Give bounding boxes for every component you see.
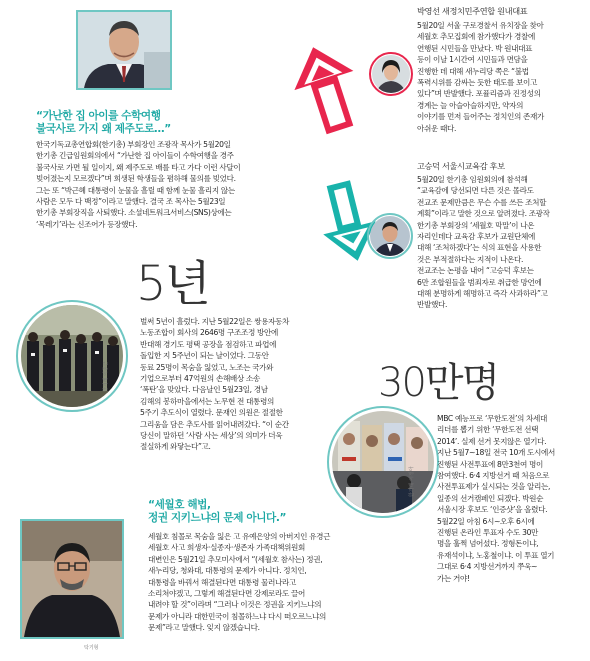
section6-body: MBC 예능프로 ‘무한도전’의 차세대 리더를 뽑기 위한 ‘무한도전 선택 2014’. 실제 선거 못지않은 열기다. 지난 5월7~18일 전국 10개 도시에서 진행된 사전투표에 8만3천여 명이 참여했다. 6·4 지방선거 때 처음으로 사전투표제가 실시되는 것을 알리는, 일종의 선거캠페인 되겠다. 박원순 서울시장 후보도 ‘인증샷’을 올렸다. 5월22일 아침 6시~오후 6시에 진행된 온라인 투표자 수도 30만 명을 훌쩍 넘어섰다. 정형돈이냐, 유재석이냐, 노홍철이냐. 이 투표 열기 그대로 6·4 지방선거까지 쭈욱~ 가는 거야! xyxy=(437,414,555,583)
park-portrait-illustration xyxy=(372,55,410,93)
section1-quote: “가난한 집 아이를 수학여행 불국사로 가지 왜 제주도로…” xyxy=(36,110,171,135)
ko-seung-duk-photo xyxy=(370,216,410,256)
yoo-kyung-geun-photo xyxy=(20,519,124,639)
voting-event-photo xyxy=(332,411,434,513)
section2-body: 벌써 5년이 흘렀다. 지난 5월22일은 쌍용자동차 노동조합이 회사의 2646명 구조조정 방안에 반대해 경기도 평택 공장을 점검하고 파업에 돌입한 지 5주년이 되는 날이었다. 그동안 동료 25명이 목숨을 잃었고, 노조는 국가와 기업으로부터 47억원의 손해배상 소송 ‘폭탄’을 맞았다. 다음날인 5월23일, 경남 김해의 봉하마을에서는 노무현 전 대통령의 5주기 추도식이 열렸다. 문재인 의원은 절절한 그리움을 담은 추도사를 읽어내려갔다. “이 순간 당신이 말하던 ‘사람 사는 세상’의 의미가 더욱 절실하게 와닿는다”고. xyxy=(140,317,290,452)
up-arrow-icon xyxy=(292,40,362,140)
section4-body: 5월20일 서울 구로경찰서 유치장을 찾아 세월호 추모집회에 참가했다가 경찰에 연행된 시민들을 만났다. 박 원내대표 등이 이날 1시간여 시민들과 면담을 진행한 데 대해 새누리당 쪽은 “불법 폭력시위를 감싸는 듯한 태도를 보이고 있다”며 반발했다. 포퓰리즘과 진정성의 경계는 늘 아슬아슬하지만, 약자의 이야기를 먼저 들어주는 정치인의 존재가 아쉬운 때다. xyxy=(417,21,545,133)
pastor-illustration xyxy=(78,12,170,88)
voting-photo-caption: 한겨레 이정아 xyxy=(409,466,415,497)
big-number-300k: 30만명 xyxy=(378,360,499,406)
section1-body: 한국기독교총연합회(한기총) 부회장인 조광작 목사가 5월20일 한기총 긴급임원회의에서 “가난한 집 아이들이 수학여행을 경주 불국사로 가면 될 일이지, 왜 제주도로 배를 타고 가다 이런 사달이 빚어졌는지 모르겠다”며 희생된 학생들을 폄하해 물의를 빚었다. 그는 또 “박근혜 대통령이 눈물을 흘릴 때 함께 눈물 흘리지 않는 사람은 모두 다 백정”이라고 말했다. 결국 조 목사는 5월23일 한기총 부회장직을 사퇴했다. 소셜네트워크서비스(SNS)상에는 ‘목레기’라는 신조어가 등장했다. xyxy=(36,140,241,229)
down-arrow-icon xyxy=(317,178,379,266)
pastor-photo xyxy=(76,10,172,90)
park-young-sun-photo xyxy=(372,55,410,93)
ko-portrait-illustration xyxy=(370,216,410,256)
memorial-photo-caption: 한겨레 이종근 xyxy=(103,361,109,392)
section3-quote: “세월호 해법, 정권 지키느냐의 문제 아니다.” xyxy=(148,499,287,524)
section4-heading: 박영선 새정치민주연합 원내대표 xyxy=(417,6,528,16)
spokesman-photo-caption: 탁기형 xyxy=(84,645,99,651)
section5-heading: 고승덕 서울시교육감 후보 xyxy=(417,161,505,171)
voting-event-illustration xyxy=(332,411,434,513)
big-number-5-years: 5년 xyxy=(136,256,209,312)
section3-body: 세월호 침몰로 목숨을 잃은 고 유예은양의 아버지인 유경근 세월호 사고 희생자·실종자·생존자 가족대책위원회 대변인은 5월21일 추모미사에서 “(세월호 참사는) 정권, 새누리당, 청와대, 대통령의 문제가 아니다. 정치인, 대통령을 바꿔서 해결된다면 대통령 물러나라고 소리쳐야겠고, 그렇게 해결된다면 강제로라도 끌어 내려야 할 것”이라며 “그러나 이것은 정권을 지키느냐의 문제가 아니라 대한민국이 침몰하느냐 다시 떠오르느냐의 문제”라고 말했다. 잊지 않겠습니다. xyxy=(148,532,331,633)
spokesman-illustration xyxy=(22,521,122,637)
section5-body: 5월20일 한기총 임원회의에 참석해 “교육감에 당선되면 다른 것은 몰라도 전교조 문제만큼은 무슨 수를 쓰든 조처할 계획”이라고 말한 것으로 알려졌다. 조광작 한기총 부회장의 ‘세월호 막말’이 나온 자리인데다 교육감 후보가 교원단체에 대해 ‘조처하겠다’는 식의 표현을 사용한 것은 부적절하다는 지적이 나온다. 전교조는 논평을 내어 “고승덕 후보는 6만 조합원들을 범죄자로 취급한 망언에 대해 분명하게 해명하고 즉각 사과하라”고 반발했다. xyxy=(417,175,550,310)
